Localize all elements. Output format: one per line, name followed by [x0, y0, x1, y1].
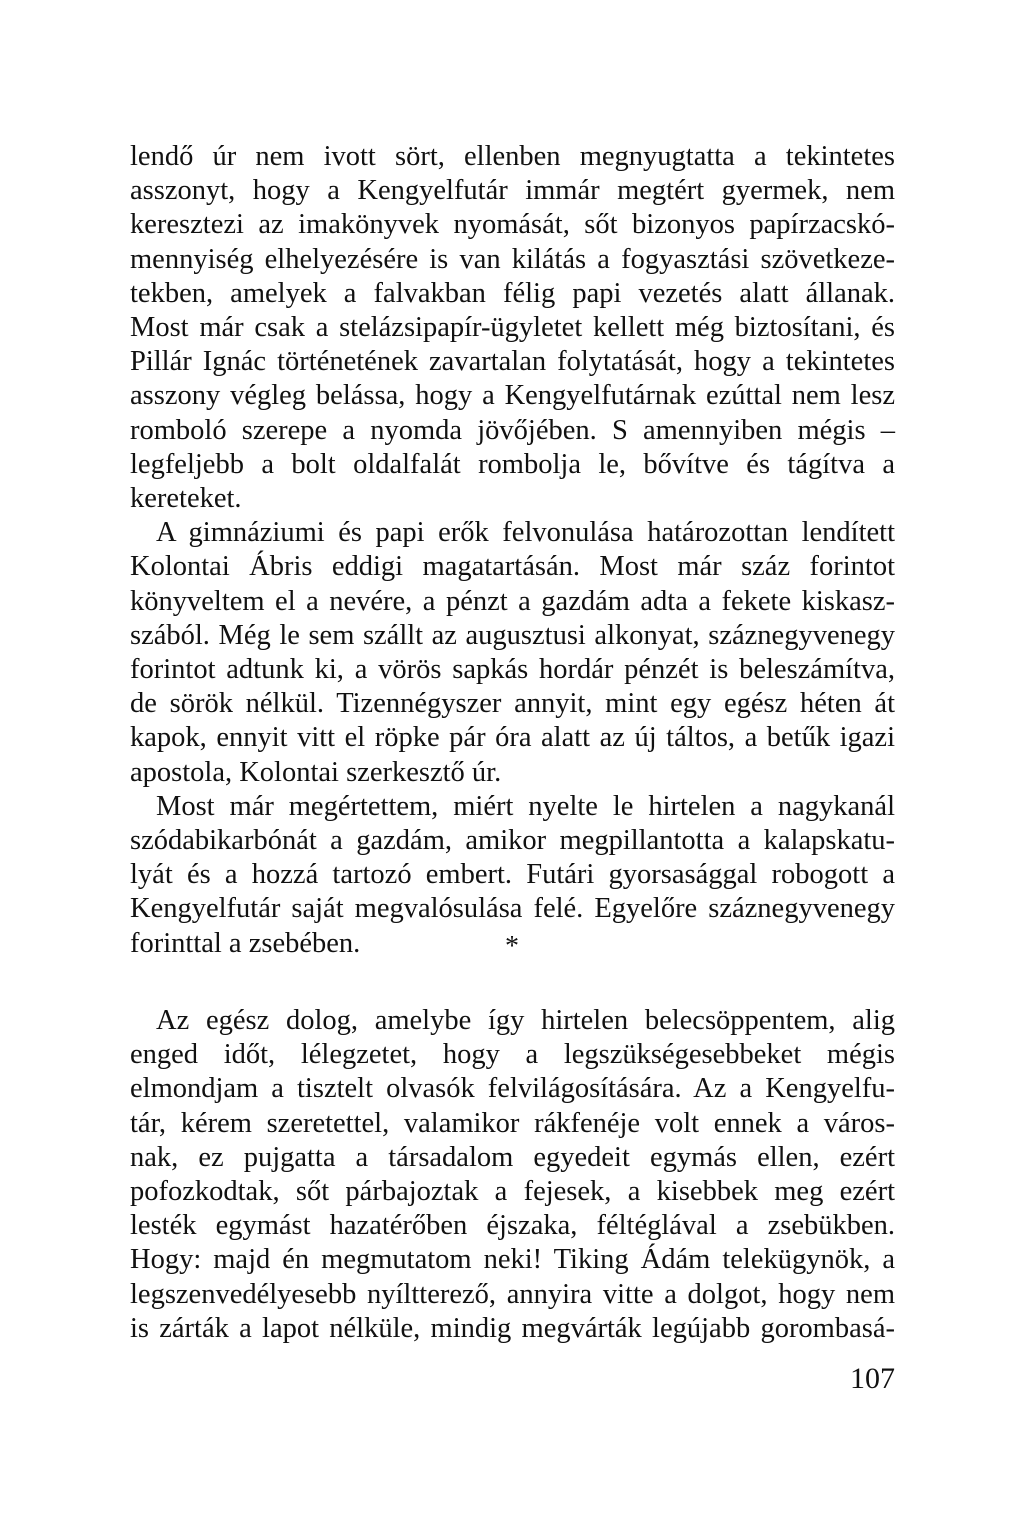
text-line: pofozkodtak, sőt párbajoztak a fejesek, a kisebbek meg ezért: [130, 1176, 895, 1208]
paragraph-2: [130, 516, 895, 790]
text-line: forintot adtunk ki, a vörös sapkás hordár pénzét is beleszámítva,: [130, 654, 895, 686]
text-line: Most már megértettem, miért nyelte le hirtelen a nagykanál: [156, 790, 895, 822]
text-line: asszony végleg belássa, hogy a Kengyelfutárnak ezúttal nem lesz: [130, 380, 895, 412]
paragraph-4: [130, 1004, 895, 1346]
section-separator: *: [505, 931, 519, 962]
text-line: enged időt, lélegzetet, hogy a legszükségesebbeket mégis: [130, 1039, 895, 1071]
text-line: Most már csak a stelázsipapír-ügyletet kellett még biztosítani, és: [130, 312, 895, 344]
text-line: legszenvedélyesebb nyíltterező, annyira vitte a dolgot, hogy nem: [130, 1278, 895, 1310]
text-line: lyát és a hozzá tartozó embert. Futári gyorsasággal robogott a: [130, 859, 895, 891]
text-line: is zárták a lapot nélküle, mindig megvárták legújabb gorombasá-: [130, 1312, 895, 1344]
second-section-text: [130, 1004, 895, 1346]
text-line: kereteket.: [130, 483, 242, 515]
page-number: 107: [850, 1362, 895, 1395]
text-line: lendő úr nem ivott sört, ellenben megnyugtatta a tekintetes: [130, 141, 895, 172]
text-line: tekben, amelyek a falvakban félig papi vezetés alatt állanak.: [130, 277, 895, 309]
text-line: kapok, ennyit vitt el röpke pár óra alatt az új táltos, a betűk igazi: [130, 722, 895, 754]
text-line: szódabikarbónát a gazdám, amikor megpillantotta a kalapskatu-: [130, 825, 895, 857]
text-line: tár, kérem szeretettel, valamikor rákfenéje volt ennek a város-: [130, 1107, 895, 1139]
text-line: szából. Még le sem szállt az augusztusi alkonyat, száznegyvenegy: [130, 619, 895, 651]
text-line: forinttal a zsebében.: [130, 927, 361, 959]
text-line: Kolontai Ábris eddigi magatartásán. Most már száz forintot: [130, 551, 895, 583]
text-line: apostola, Kolontai szerkesztő úr.: [130, 756, 502, 788]
text-line: asszonyt, hogy a Kengyelfutár immár megtért gyermek, nem: [130, 175, 895, 207]
text-line: Az egész dolog, amelybe így hirtelen belecsöppentem, alig: [156, 1005, 895, 1036]
text-line: Pillár Ignác történetének zavartalan folytatását, hogy a tekintetes: [130, 346, 895, 378]
text-line: de sörök nélkül. Tizennégyszer annyit, mint egy egész héten át: [130, 688, 895, 720]
text-line: A gimnáziumi és papi erők felvonulása határozottan lendített: [156, 517, 895, 549]
text-line: elmondjam a tisztelt olvasók felvilágosítására. Az a Kengyelfu-: [130, 1073, 895, 1105]
text-line: legfeljebb a bolt oldalfalát rombolja le, bővítve és tágítva a: [130, 448, 895, 480]
main-text-block: [130, 140, 895, 961]
text-line: Kengyelfutár saját megvalósulása felé. Egyelőre száznegyvenegy: [130, 893, 895, 925]
text-line: mennyiség elhelyezésére is van kilátás a fogyasztási szövetkeze-: [130, 243, 895, 275]
text-line: könyveltem el a nevére, a pénzt a gazdám adta a fekete kiskasz-: [130, 585, 895, 617]
paragraph-1: [130, 140, 895, 516]
text-line: romboló szerepe a nyomda jövőjében. S amennyiben mégis –: [130, 414, 895, 446]
text-line: nak, ez pujgatta a társadalom egyedeit egymás ellen, ezért: [130, 1141, 895, 1173]
text-line: keresztezi az imakönyvek nyomását, sőt bizonyos papírzacskó-: [130, 209, 895, 241]
text-line: Hogy: majd én megmutatom neki! Tiking Ádám telekügynök, a: [130, 1244, 895, 1276]
text-line: lesték egymást hazatérőben éjszaka, féltéglával a zsebükben.: [130, 1210, 895, 1242]
